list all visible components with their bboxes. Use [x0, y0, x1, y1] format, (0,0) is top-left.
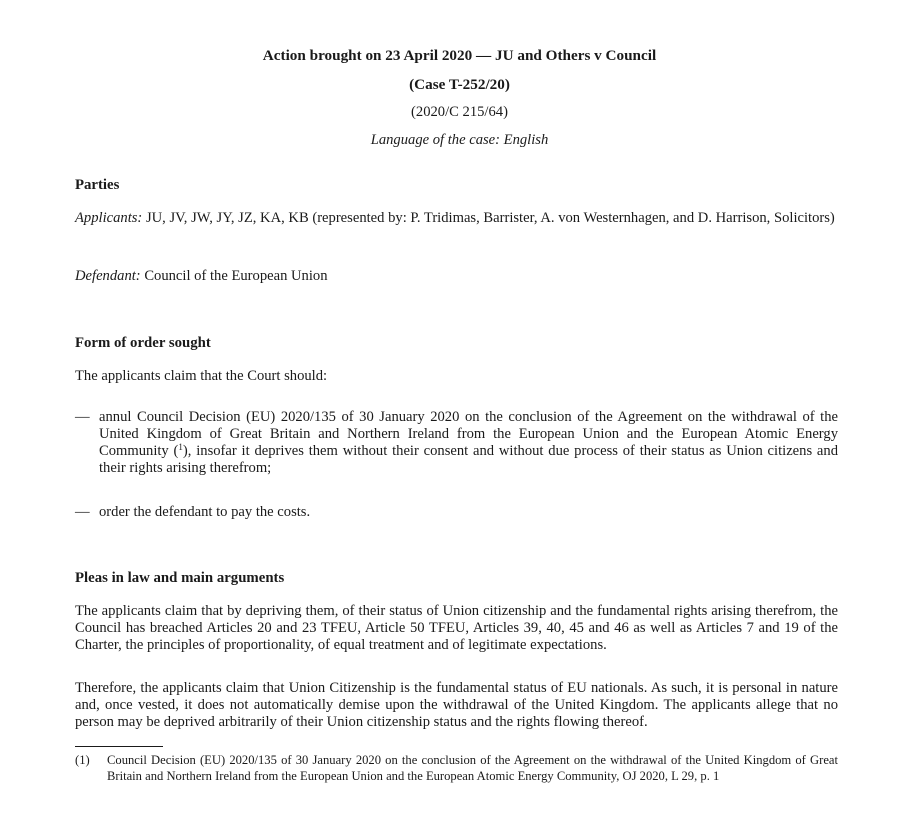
case-language: Language of the case: English	[370, 132, 549, 148]
order-item-costs	[75, 504, 838, 521]
pleas-paragraph-2: Therefore, the applicants claim that Union Citizenship is the fundamental status of EU nationals. As such, it is personal in nature and, once vested, it does not automatically demise upon the withdrawal of the United Kingdom. The applicants allege that no person may be deprived arbitrarily of their Union citizenship status and the rights flowing thereof.	[75, 680, 838, 730]
dash-bullet: —	[75, 409, 90, 425]
journal-reference: (2020/C 215/64)	[411, 104, 508, 120]
order-intro: The applicants claim that the Court should:	[75, 368, 328, 384]
footnote	[75, 752, 838, 784]
parties-heading: Parties	[75, 177, 120, 193]
footnote-text: Council Decision (EU) 2020/135 of 30 January 2020 on the conclusion of the Agreement on the withdrawal of the United Kingdom of Great Britain and Northern Ireland from the European Union and the European Atomic Energy Community, OJ 2020, L 29, p. 1	[107, 753, 838, 783]
applicants-text: JU, JV, JW, JY, JZ, KA, KB (represented by: P. Tridimas, Barrister, A. von Westernhagen, and D. Harrison, Solicitors)	[145, 210, 835, 226]
applicants-paragraph	[75, 210, 838, 227]
dash-bullet: —	[75, 504, 90, 520]
defendant-label: Defendant:	[75, 268, 141, 284]
order-item-text: order the defendant to pay the costs.	[99, 504, 311, 520]
pleas-heading: Pleas in law and main arguments	[75, 570, 285, 586]
footnote-reference[interactable]: 1	[178, 442, 183, 452]
applicants-label: Applicants:	[75, 210, 143, 226]
pleas-paragraph-1: The applicants claim that by depriving them, of their status of Union citizenship and the fundamental rights arising therefrom, the Council has breached Articles 20 and 23 TFEU, Article 50 TFEU, Articles 39, 40, 45 and 46 as well as Articles 7 and 19 of the Charter, the principles of proportionality, of equal treatment and of legitimate expectations.	[75, 603, 838, 653]
order-item-text: annul Council Decision (EU) 2020/135 of 30 January 2020 on the conclusion of the Agreement on the withdrawal of the United Kingdom of Great Britain and Northern Ireland from the European Union and the European Atomic Energy Community ($^1$), insofar it deprives them without their consent and without due process of their status as Union citizens and their rights arising therefrom;	[99, 409, 838, 476]
case-number: (Case T-252/20)	[409, 76, 510, 93]
order-heading: Form of order sought	[75, 335, 211, 351]
footnote-marker: (1)	[75, 753, 90, 767]
order-item-annul	[75, 409, 838, 477]
document-title: Action brought on 23 April 2020 — JU and Others v Council	[262, 47, 657, 64]
footnote-divider	[75, 746, 163, 747]
defendant-text: Council of the European Union	[144, 268, 328, 284]
defendant-paragraph	[75, 268, 838, 285]
